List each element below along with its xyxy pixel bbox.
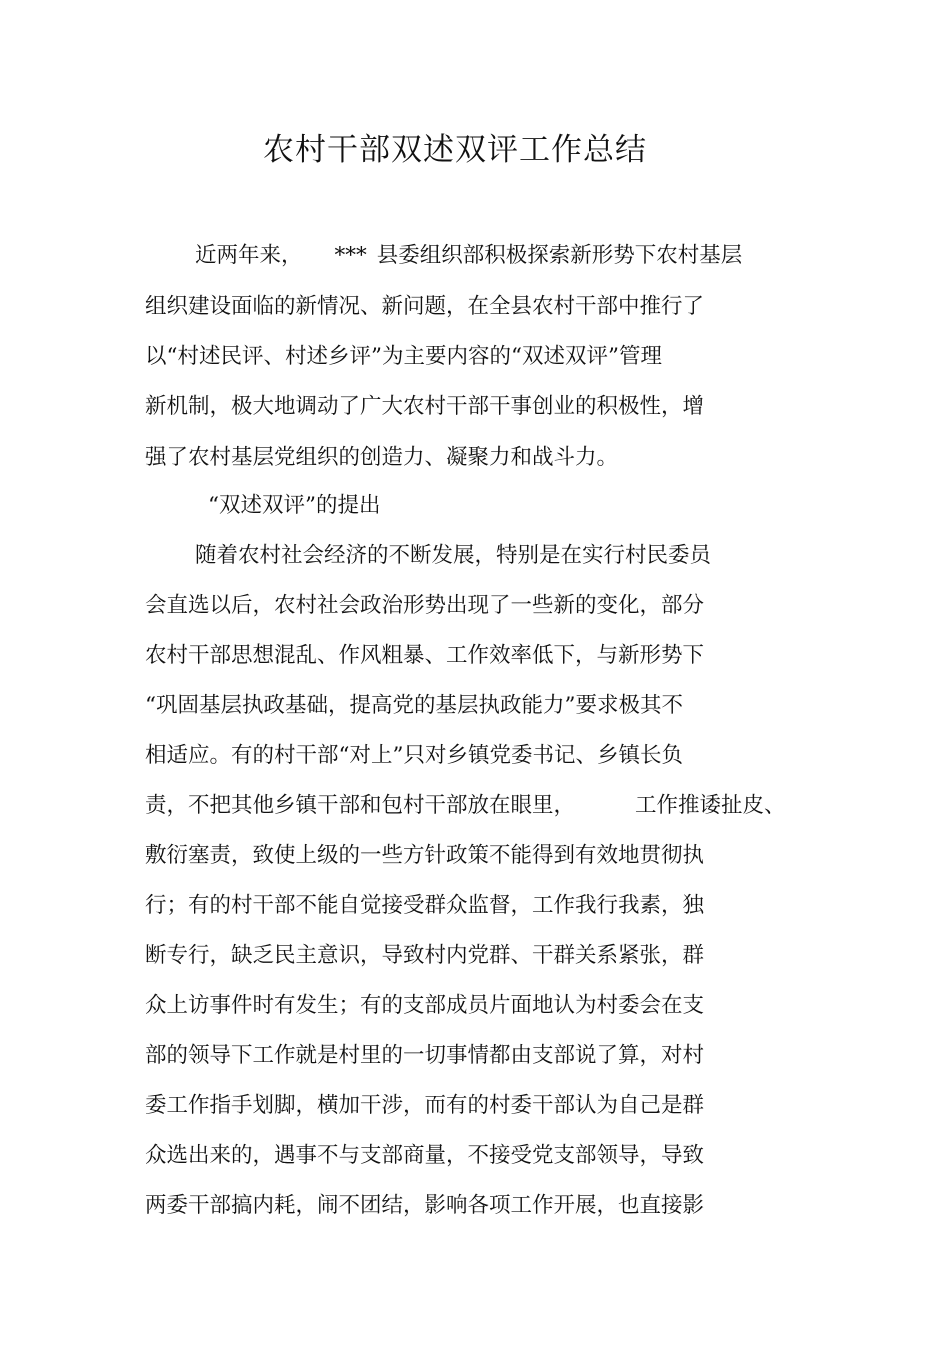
- paragraph-2-line-13: 众选出来的，遇事不与支部商量，不接受党支部领导，导致: [145, 1143, 705, 1168]
- paragraph-2-line-3: 农村干部思想混乱、作风粗暴、工作效率低下，与新形势下: [145, 643, 705, 668]
- text-segment: 责，不把其他乡镇干部和包村干部放在眼里，: [145, 793, 576, 818]
- paragraph-2-line-11: 部的领导下工作就是村里的一切事情都由支部说了算，对村: [145, 1043, 705, 1068]
- document-title: 农村干部双述双评工作总结: [263, 132, 647, 168]
- paragraph-1-line-4: 新机制，极大地调动了广大农村干部干事创业的积极性，增: [145, 394, 705, 419]
- paragraph-2-line-4: “巩固基层执政基础，提高党的基层执政能力”要求极其不: [145, 693, 683, 718]
- paragraph-1-line-5: 强了农村基层党组织的创造力、凝聚力和战斗力。: [145, 445, 619, 470]
- paragraph-2-line-2: 会直选以后，农村社会政治形势出现了一些新的变化，部分: [145, 593, 705, 618]
- paragraph-1-line-3: 以“村述民评、村述乡评”为主要内容的“双述双评”管理: [145, 344, 662, 369]
- section-heading: “双述双评”的提出: [208, 493, 381, 518]
- paragraph-2-line-14: 两委干部搞内耗，闹不团结，影响各项工作开展，也直接影: [145, 1193, 705, 1218]
- paragraph-2-line-8: 行；有的村干部不能自觉接受群众监督，工作我行我素，独: [145, 893, 705, 918]
- paragraph-1-line-1: [195, 241, 742, 271]
- text-segment: 近两年来，: [195, 243, 303, 268]
- text-segment: 县委组织部积极探索新形势下农村基层: [376, 243, 743, 268]
- paragraph-2-line-7: 敷衍塞责，致使上级的一些方针政策不能得到有效地贯彻执: [145, 843, 705, 868]
- paragraph-2-line-12: 委工作指手划脚，横加干涉，而有的村委干部认为自己是群: [145, 1093, 705, 1118]
- paragraph-2-line-10: 众上访事件时有发生；有的支部成员片面地认为村委会在支: [145, 993, 705, 1018]
- text-segment: 工作推诿扯皮、: [635, 793, 786, 818]
- paragraph-1-line-2: 组织建设面临的新情况、新问题，在全县农村干部中推行了: [145, 294, 705, 319]
- paragraph-2-line-9: 断专行，缺乏民主意识，导致村内党群、干群关系紧张，群: [145, 943, 705, 968]
- paragraph-2-line-5: 相适应。有的村干部“对上”只对乡镇党委书记、乡镇长负: [145, 743, 683, 768]
- redacted-county-name: ***: [334, 243, 367, 268]
- paragraph-2-line-1: 随着农村社会经济的不断发展，特别是在实行村民委员: [195, 543, 712, 568]
- paragraph-2-line-6: [145, 791, 786, 821]
